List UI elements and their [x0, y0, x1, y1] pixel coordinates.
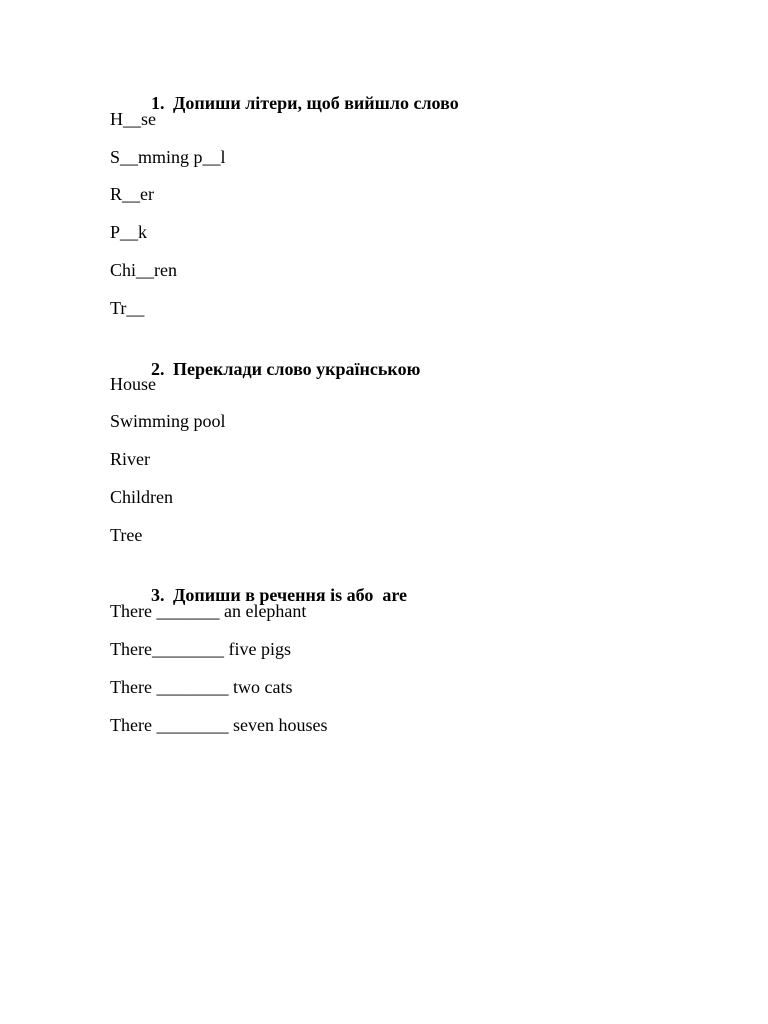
section-3-item-2: There________ five pigs [110, 639, 291, 659]
section-2-heading [133, 336, 420, 402]
section-1-title: Допиши літери, щоб вийшло слово [173, 93, 459, 113]
section-2-title: Переклади слово українською [173, 359, 421, 379]
section-2-item-1: House [110, 374, 156, 394]
section-3-item-1: There _______ an elephant [110, 601, 307, 621]
section-3-title: Допиши в речення is або are [173, 585, 408, 605]
section-1-item-5: Chi__ren [110, 260, 177, 280]
section-3-number: 3. [151, 585, 165, 605]
section-2-item-5: Tree [110, 525, 143, 545]
section-1-item-4: P__k [110, 222, 148, 242]
section-2-item-3: River [110, 449, 150, 469]
section-3-item-4: There ________ seven houses [110, 715, 328, 735]
section-2-number: 2. [151, 359, 165, 379]
section-3-item-3: There ________ two cats [110, 677, 293, 697]
section-1-heading [133, 70, 459, 136]
section-1-item-1: H__se [110, 109, 156, 129]
section-2-item-4: Children [110, 487, 173, 507]
section-1-number: 1. [151, 93, 165, 113]
section-1-item-2: S__mming p__l [110, 147, 226, 167]
section-1-item-6: Tr__ [110, 298, 145, 318]
section-2-item-2: Swimming pool [110, 411, 226, 431]
section-1-item-3: R__er [110, 184, 154, 204]
